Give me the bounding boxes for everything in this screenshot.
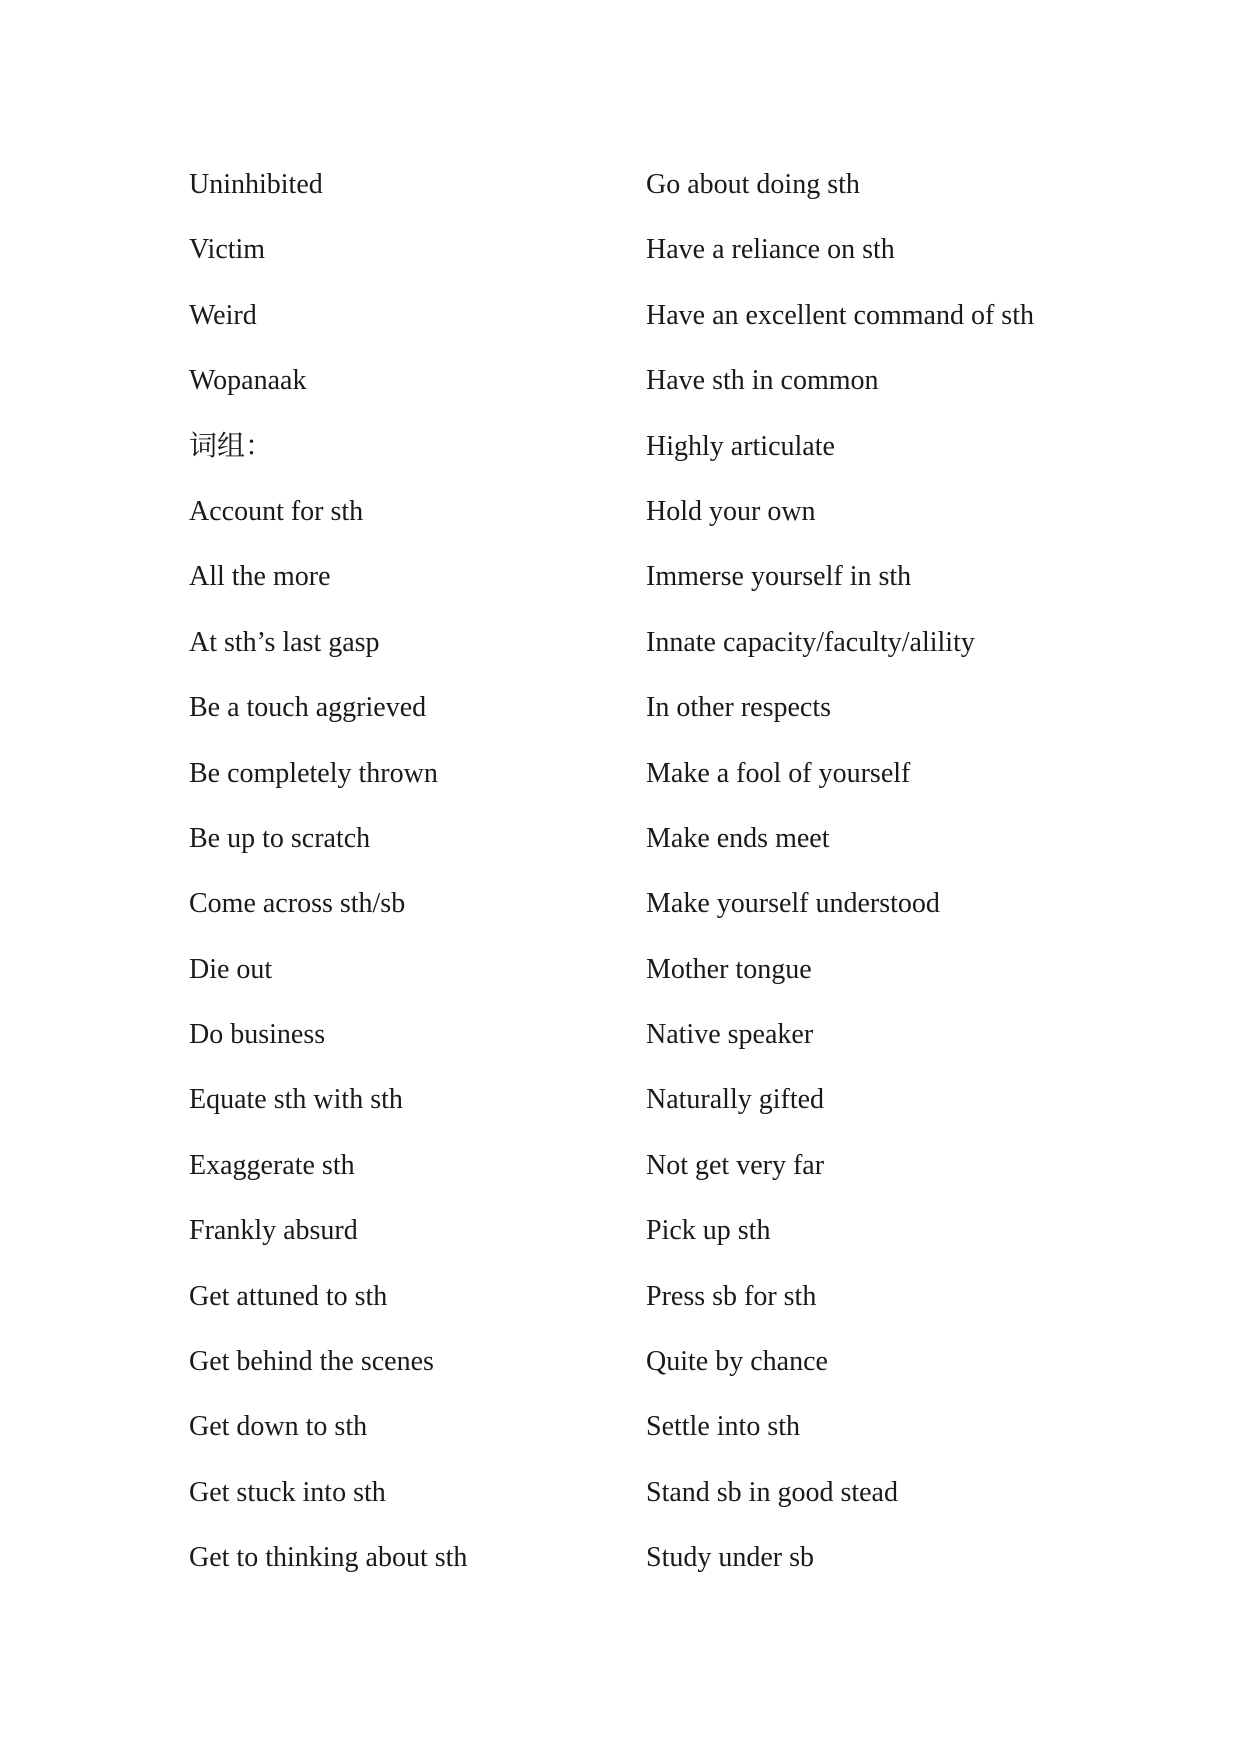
- phrase-entry: Stand sb in good stead: [646, 1476, 898, 1508]
- phrase-entry: Be a touch aggrieved: [189, 692, 427, 724]
- phrase-entry: Get behind the scenes: [189, 1346, 434, 1378]
- phrase-entry: Make yourself understood: [646, 888, 940, 920]
- section-heading-phrases: 词组：: [189, 430, 274, 462]
- phrase-entry: Settle into sth: [646, 1411, 800, 1443]
- phrase-entry: Press sb for sth: [646, 1280, 817, 1312]
- phrase-entry: All the more: [189, 561, 331, 593]
- phrase-entry: Immerse yourself in sth: [646, 561, 912, 593]
- phrase-entry: Quite by chance: [646, 1346, 828, 1378]
- phrase-entry: Be up to scratch: [189, 822, 371, 854]
- phrase-entry: Get stuck into sth: [189, 1476, 386, 1508]
- phrase-entry: Get to thinking about sth: [189, 1542, 468, 1574]
- phrase-entry: Mother tongue: [646, 953, 812, 985]
- phrase-entry: Frankly absurd: [189, 1215, 358, 1247]
- vocabulary-list-left: [189, 164, 619, 1603]
- phrase-entry: Die out: [189, 953, 273, 985]
- phrase-entry: Do business: [189, 1019, 326, 1051]
- vocabulary-list-right: [646, 164, 1166, 1603]
- vocab-entry: Wopanaak: [189, 365, 307, 397]
- phrase-entry: Hold your own: [646, 495, 816, 527]
- vocab-entry: Victim: [189, 234, 266, 266]
- vocab-entry: Uninhibited: [189, 169, 323, 200]
- phrase-entry: At sth’s last gasp: [189, 626, 380, 658]
- phrase-entry: Exaggerate sth: [189, 1149, 355, 1181]
- phrase-entry: Get down to sth: [189, 1411, 368, 1443]
- phrase-entry: Not get very far: [646, 1149, 825, 1181]
- phrase-entry: Pick up sth: [646, 1215, 771, 1247]
- phrase-entry: Innate capacity/faculty/alility: [646, 626, 975, 658]
- phrase-entry: Native speaker: [646, 1019, 814, 1051]
- vocab-entry: Weird: [189, 299, 257, 331]
- phrase-entry: Go about doing sth: [646, 169, 860, 200]
- phrase-entry: Have a reliance on sth: [646, 234, 895, 266]
- phrase-entry: Naturally gifted: [646, 1084, 825, 1116]
- phrase-entry: Have sth in common: [646, 365, 879, 397]
- phrase-entry: Make a fool of yourself: [646, 757, 911, 789]
- phrase-entry: Get attuned to sth: [189, 1280, 388, 1312]
- phrase-entry: Make ends meet: [646, 822, 830, 854]
- phrase-entry: Study under sb: [646, 1542, 814, 1574]
- phrase-entry: In other respects: [646, 692, 832, 724]
- phrase-entry: Be completely thrown: [189, 757, 438, 789]
- phrase-entry: Come across sth/sb: [189, 888, 406, 920]
- phrase-entry: Account for sth: [189, 495, 364, 527]
- phrase-entry: Equate sth with sth: [189, 1084, 403, 1116]
- phrase-entry: Highly articulate: [646, 430, 835, 462]
- phrase-entry: Have an excellent command of sth: [646, 299, 1034, 331]
